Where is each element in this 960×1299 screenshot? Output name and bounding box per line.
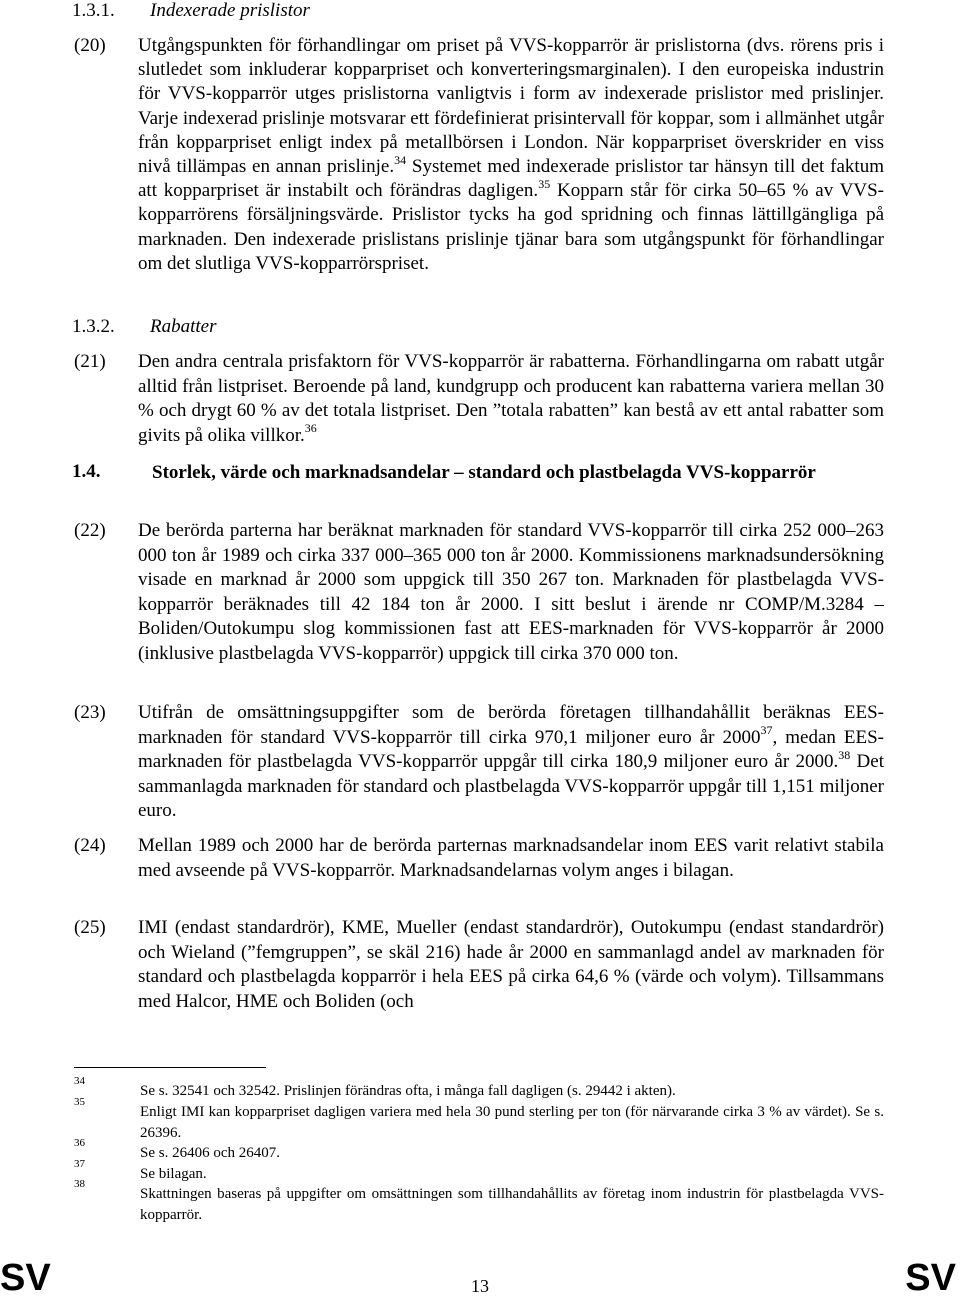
footnote-ref-38[interactable]: 38 [838, 747, 851, 762]
paragraph-24 [74, 834, 884, 883]
footer-language-right: SV [905, 1257, 956, 1299]
footnote-number: 36 [74, 1137, 85, 1149]
paragraph-22 [74, 519, 884, 667]
footnote-number: 37 [74, 1158, 85, 1170]
footer-language-left: SV [0, 1257, 51, 1299]
paragraph-text: De berörda parterna har beräknat marknaden för standard VVS-kopparrör till cirka 252 000–263 000 ton år 1989 och cirka 337 000–365 000 ton år 2000. Kommissionens marknadsundersökning visade en marknad år 2000 som uppgick till 350 267 ton. Marknaden för plastbelagda VVS-kopparrör beräknades till 42 184 ton år 2000. I sitt beslut i ärende nr COMP/M.3284 – Boliden/Outokumpu slog kommissionen fast att EES-marknaden för VVS-kopparrör år 2000 (inklusive plastbelagda VVS-kopparrör) uppgick till cirka 370 000 ton. [138, 520, 884, 664]
footnote-34 [74, 1075, 884, 1102]
footnote-ref-35[interactable]: 35 [538, 176, 551, 191]
footnote-text: Se s. 32541 och 32542. Prislinjen förändras ofta, i många fall dagligen (s. 29442 i akten). [140, 1083, 676, 1099]
paragraph-20 [74, 34, 884, 276]
paragraph-number: (23) [74, 702, 106, 723]
section-title: Rabatter [150, 316, 217, 337]
footnote-ref-36[interactable]: 36 [304, 421, 317, 436]
footnote-35 [74, 1096, 884, 1144]
section-title: Storlek, värde och marknadsandelar – standard och plastbelagda VVS-kopparrör [152, 462, 816, 483]
paragraph-number: (25) [74, 917, 106, 938]
footnote-text: Enligt IMI kan kopparpriset dagligen variera med hela 30 pund sterling per ton (för närvarande cirka 3 % av värdet). Se s. 26396. [140, 1104, 884, 1141]
paragraph-number: (24) [74, 835, 106, 856]
section-heading-1-4 [72, 461, 882, 485]
section-number: 1.3.1. [72, 0, 115, 21]
section-title: Indexerade prislistor [150, 0, 310, 21]
paragraph-text: Den andra centrala prisfaktorn för VVS-kopparrör är rabatterna. Förhandlingarna om rabatt utgår alltid från listpriset. Beroende på land, kundgrupp och producent kan rabatterna variera mellan 30 % och drygt 60 % av det totala listpriset. Den ”totala rabatten” kan bestå av ett antal rabatter som givits på olika villkor.$^{36}$ [138, 351, 884, 446]
footnote-text: Se s. 26406 och 26407. [140, 1145, 280, 1161]
footnote-text: Skattningen baseras på uppgifter om omsättningen som tillhandahållits av företag inom industrin för plastbelagda VVS-kopparrör. [140, 1186, 884, 1223]
footnote-number: 38 [74, 1178, 85, 1190]
paragraph-25 [74, 916, 884, 1014]
paragraph-21 [74, 350, 884, 448]
footnote-number: 34 [74, 1075, 85, 1087]
footnote-separator [74, 1067, 266, 1068]
footnote-37 [74, 1158, 884, 1185]
section-heading-1-3-2 [72, 316, 217, 338]
paragraph-text: Utgångspunkten för förhandlingar om priset på VVS-kopparrör är prislistorna (dvs. rörens pris i slutledet som inkluderar kopparpriset och konverteringsmarginalen). I den europeiska industrin för VVS-kopparrör utges prislistorna vanligtvis i form av indexerade prislistor med prislinjer. Varje indexerad prislinje motsvarar ett fördefinierat prisintervall för koppar, som i allmänhet utgår från kopparpriset enligt index på metallbörsen i London. När kopparpriset överskrider en viss nivå tillämpas en annan prislinje.$^{34}$ Systemet med indexerade prislistor tar hänsyn till det faktum att kopparpriset är instabilt och förändras dagligen.$^{35}$ Kopparn står för cirka 50–65 % av VVS-kopparrörens försäljningsvärde. Prislistor tycks ha god spridning och finnas lättillgängliga på marknaden. Den indexerade prislistans prislinje tjänar bara som utgångspunkt för förhandlingar om det slutliga VVS-kopparrörspriset. [138, 35, 884, 274]
footnote-number: 35 [74, 1096, 85, 1108]
paragraph-number: (20) [74, 35, 106, 56]
footnote-38 [74, 1178, 884, 1226]
footnote-text: Se bilagan. [140, 1166, 207, 1182]
paragraph-text: IMI (endast standardrör), KME, Mueller (endast standardrör), Outokumpu (endast standardrör) och Wieland (”femgruppen”, se skäl 216) hade år 2000 en sammanlagd andel av marknaden för standard och plastbelagda kopparrör i hela EES på cirka 64,6 % (värde och volym). Tillsammans med Halcor, HME och Boliden (och [138, 917, 884, 1012]
page-number: 13 [471, 1276, 489, 1296]
paragraph-number: (21) [74, 351, 106, 372]
footnote-36 [74, 1137, 884, 1164]
paragraph-text: Mellan 1989 och 2000 har de berörda parternas marknadsandelar inom EES varit relativt stabila med avseende på VVS-kopparrör. Marknadsandelarnas volym anges i bilagan. [138, 835, 884, 881]
paragraph-text: Utifrån de omsättningsuppgifter som de berörda företagen tillhandahållit beräknas EES-marknaden för standard VVS-kopparrör till cirka 970,1 miljoner euro år 2000$^{37}$, medan EES-marknaden för plastbelagda VVS-kopparrör uppgår till cirka 180,9 miljoner euro år 2000.38 Det sammanlagda marknaden för standard och plastbelagda VVS-kopparrör uppgår till 1,151 miljoner euro. [138, 702, 884, 822]
paragraph-23 [74, 701, 884, 824]
section-number: 1.3.2. [72, 316, 115, 337]
footnote-ref-34[interactable]: 34 [394, 152, 407, 167]
footnote-ref-37[interactable]: 37 [760, 723, 773, 738]
paragraph-number: (22) [74, 520, 106, 541]
section-number: 1.4. [72, 461, 101, 482]
section-heading-1-3-1 [72, 0, 310, 22]
